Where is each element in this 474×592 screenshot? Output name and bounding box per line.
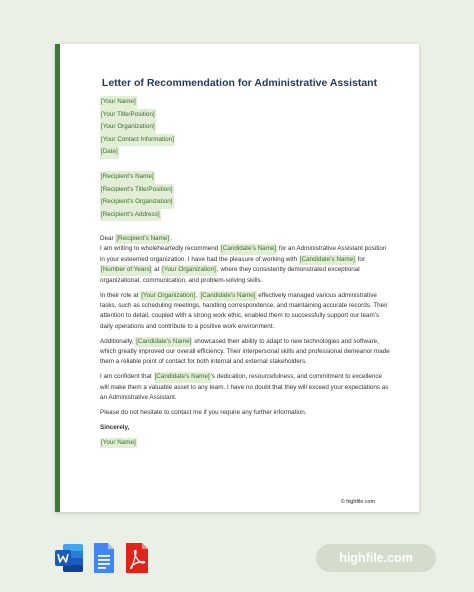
signature-name-field: [Your Name] [100, 438, 137, 448]
greeting: Dear [Recipient's Name], [100, 234, 390, 244]
paragraph-contact: Please do not hesitate to contact me if you require any further information. [100, 409, 307, 417]
closing: Sincerely, [100, 424, 130, 431]
recipient-address-field: [Recipient's Address] [100, 209, 161, 222]
sender-contact-field: [Your Contact Information] [100, 134, 175, 147]
candidate-name-field: [Candidate's Name] [199, 291, 256, 301]
organization-field: [Your Organization] [161, 265, 217, 275]
pdf-icon[interactable] [124, 541, 150, 575]
sender-organization-field: [Your Organization] [100, 121, 156, 134]
candidate-name-field: [Candidate's Name] [299, 255, 356, 265]
word-icon[interactable] [54, 541, 84, 575]
candidate-name-field: [Candidate's Name] [220, 244, 277, 254]
paragraph-confidence: I am confident that [Candidate's Name]'s dedication, resourcefulness, and commitment to excellence will make them a valuable asset to any team. I have no doubt that they will exceed your expectations as an Administrative Assistant. [100, 373, 389, 402]
paragraph-role: In their role at [Your Organization], [Candidate's Name] effectively managed various administrative tasks, such as scheduling meetings, handling correspondence, and maintaining accurate records. Their attention to detail, coupled with a strong work ethic, enabled them to successfully support our team's daily operations and contribute to a positive work environment. [100, 291, 388, 330]
sender-block [100, 96, 175, 159]
candidate-name-field: [Candidate's Name] [135, 337, 192, 347]
recipient-name-field: [Recipient's Name] [100, 171, 155, 184]
copyright-notice: © highfile.com [340, 499, 375, 505]
sender-title-field: [Your Title/Position] [100, 109, 156, 122]
sender-name-field: [Your Name] [100, 96, 137, 109]
letter-body [100, 234, 390, 453]
date-field: [Date] [100, 146, 119, 159]
recipient-organization-field: [Recipient's Organization] [100, 196, 174, 209]
candidate-name-field: [Candidate's Name] [154, 372, 211, 382]
paragraph-additional: Additionally, [Candidate's Name] showcased their ability to adapt to new technologies and software, which greatly improved our overall efficiency. Their interpersonal skills and professional demeanor made them a reliable point of contact for both internal and external stakeholders. [100, 337, 390, 366]
letter-page [55, 44, 419, 512]
brand-badge[interactable]: highfile.com [316, 544, 436, 572]
signature [100, 438, 390, 448]
organization-field: [Your Organization] [140, 291, 196, 301]
document-title: Letter of Recommendation for Administrative Assistant [101, 77, 378, 89]
page-accent-bar [55, 44, 60, 512]
google-docs-icon[interactable] [92, 541, 116, 575]
paragraph-intro: I am writing to wholeheartedly recommend [Candidate's Name] for an Administrative Assistant position in your esteemed organization. I have had the pleasure of working with [Candidate's Name] for [Number of Years] at [Your Organization], where they consistently demonstrated exceptional organizational, communication, and problem-solving skills. [100, 245, 387, 284]
recipient-block [100, 171, 174, 221]
years-field: [Number of Years] [100, 265, 152, 275]
recipient-title-field: [Recipient's Title/Position] [100, 184, 174, 197]
greeting-recipient-field: [Recipient's Name] [115, 234, 170, 244]
